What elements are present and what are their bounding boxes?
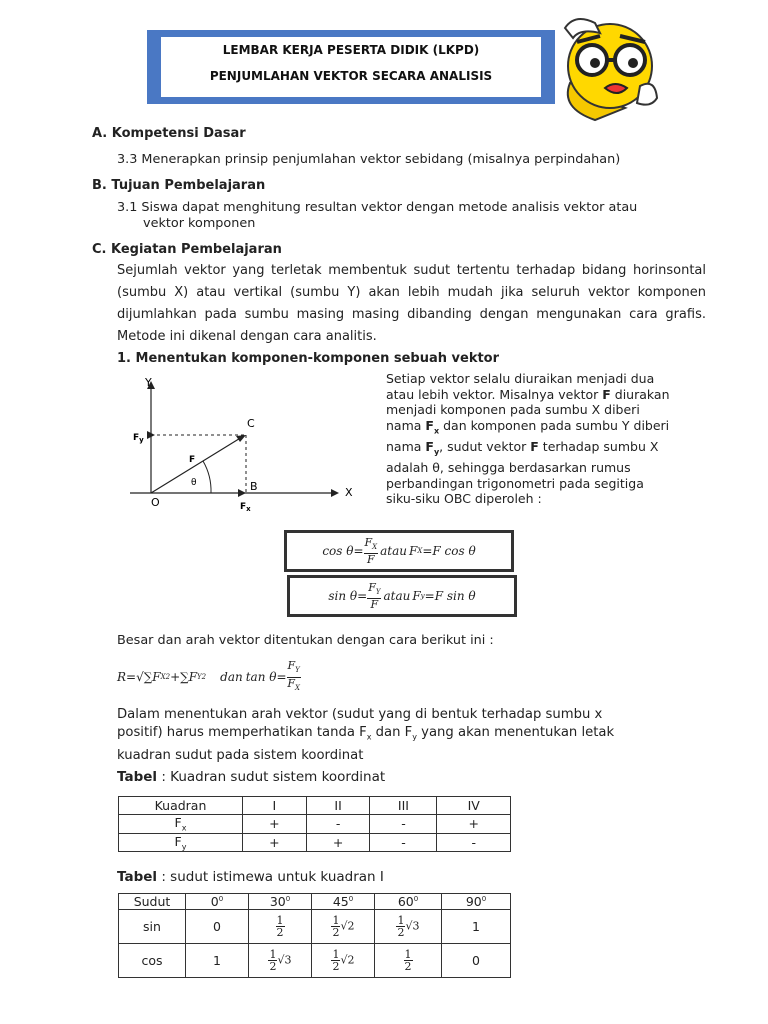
table2-caption: Tabel : sudut istimewa untuk kuadran I [117,869,384,885]
value-cell: $\frac{1}{2}$ √3 [249,944,312,978]
resultant-intro: Besar dan arah vektor ditentukan dengan cara berikut ini : [117,633,494,648]
header-cell: III [370,797,437,815]
section-b-item-line1: 3.1 Siswa dapat menghitung resultan vektor dengan metode analisis vektor atau [117,200,638,215]
header-cell: $30^0$ [249,894,312,910]
fx-arrow [238,489,246,497]
sin-formula-box: sin θ= $\frac{F_Y}{F}$ atau F y =F sin θ [287,575,517,617]
cos-label: cos [119,944,186,978]
sign-cell: - [370,815,437,834]
direction-line-3: kuadran sudut pada sistem koordinat [117,747,364,763]
sin-label: sin [119,910,186,944]
quadrant-table [118,796,511,852]
section-a-item: 3.3 Menerapkan prinsip penjumlahan vektor sebidang (misalnya perpindahan) [117,152,621,167]
c-label: C [247,417,255,430]
vector-f-arrow [236,435,246,442]
fy-label: $F_y$ [133,433,144,444]
value-cell: $\frac{1}{2}$ √2 [312,910,375,944]
direction-line-2: positif) harus memperhatikan tanda $F_x$ dan $F_y$ yang akan menentukan letak [117,725,615,742]
header-inner [161,37,541,97]
smiley-glasses-icon [555,8,665,126]
value-cell: 0 [442,944,511,978]
side-line-2: atau lebih vektor. Misalnya vektor F diurakan [386,386,670,402]
fx-label-cell: $F_x$ [119,815,243,834]
header-cell: $45^0$ [312,894,375,910]
value-cell: $\frac{1}{2}$ [375,944,442,978]
header-subtitle: PENJUMLAHAN VEKTOR SECARA ANALISIS [209,69,493,83]
sign-cell: + [306,833,370,852]
sign-cell: - [306,815,370,834]
side-line-3: menjadi komponen pada sumbu X diberi [386,402,640,418]
resultant-formula: R=√∑F X 2 +∑F Y 2 dan tan θ= $\frac{F_Y}{F_X}$ [117,659,300,692]
side-line-5: nama $F_y$, sudut vektor F terhadap sumbu X [386,438,659,457]
sin-row [119,910,511,944]
side-line-8: siku-siku OBC diperoleh : [386,491,542,507]
header-cell: Kuadran [119,797,243,815]
fy-label-cell: $F_y$ [119,833,243,852]
quadrant-header-row [119,797,511,815]
header-cell: IV [437,797,511,815]
section-c-title: C. Kegiatan Pembelajaran [92,242,282,257]
sign-cell: - [437,833,511,852]
value-cell: $\frac{1}{2}$ √3 [375,910,442,944]
side-explanation [386,371,707,507]
direction-paragraph [117,706,707,765]
value-cell: $\frac{1}{2}$ √2 [312,944,375,978]
f-label: F [189,455,196,465]
angle-header-row [119,894,511,910]
b-label: B [250,480,258,493]
section-a-title: A. Kompetensi Dasar [92,126,246,141]
direction-line-1: Dalam menentukan arah vektor (sudut yang di bentuk terhadap sumbu x [117,707,603,722]
theta-arc [203,461,211,493]
side-line-6: adalah θ, sehingga berdasarkan rumus [386,459,631,475]
o-label: O [151,496,160,509]
table1-caption: Tabel : Kuadran sudut sistem koordinat [117,769,386,785]
section-c-paragraph: Sejumlah vektor yang terletak membentuk sudut tertentu terhadap bidang horinsontal (sumbu X) atau vertikal (sumbu Y) akan lebih mudah jika seluruh vektor komponen dijumlahkan pada sumbu masing masing dibanding dengan mengunakan cara grafis. Metode ini dikenal dengan cara analitis. [117,263,706,344]
sign-cell: + [243,833,307,852]
header-cell: Sudut [119,894,186,910]
header-cell: II [306,797,370,815]
side-line-1: Setiap vektor selalu diuraikan menjadi dua [386,371,655,386]
x-axis-arrow [331,489,339,497]
subsection-1-title: 1. Menentukan komponen-komponen sebuah vektor [117,351,500,366]
theta-label: θ [191,478,197,488]
value-cell: 1 [186,944,249,978]
sign-cell: + [437,815,511,834]
side-line-4: nama $F_x$ dan komponen pada sumbu Y diberi [386,417,670,436]
header-cell: I [243,797,307,815]
value-cell: 0 [186,910,249,944]
sign-cell: - [370,833,437,852]
section-b-item-line2: vektor komponen [143,216,256,231]
fx-row [119,815,511,834]
fy-row [119,833,511,852]
y-label: Y [145,376,152,389]
header-cell: $90^0$ [442,894,511,910]
side-line-7: perbandingan trigonometri pada segitiga [386,475,644,491]
fx-label: $F_x$ [240,502,251,513]
section-b-title: B. Tujuan Pembelajaran [92,178,266,193]
header-cell: $60^0$ [375,894,442,910]
header-title: LEMBAR KERJA PESERTA DIDIK (LKPD) [222,43,480,57]
sign-cell: + [243,815,307,834]
x-label: X [345,486,353,499]
cos-formula-box: cos θ= $\frac{F_X}{F}$ atau F X =F cos θ [284,530,514,572]
cos-row [119,944,511,978]
value-cell: 1 [442,910,511,944]
value-cell: $\frac{1}{2}$ [249,910,312,944]
special-angle-table [118,893,511,978]
header-box [147,30,555,104]
vector-diagram [125,375,365,515]
header-cell: $0^0$ [186,894,249,910]
